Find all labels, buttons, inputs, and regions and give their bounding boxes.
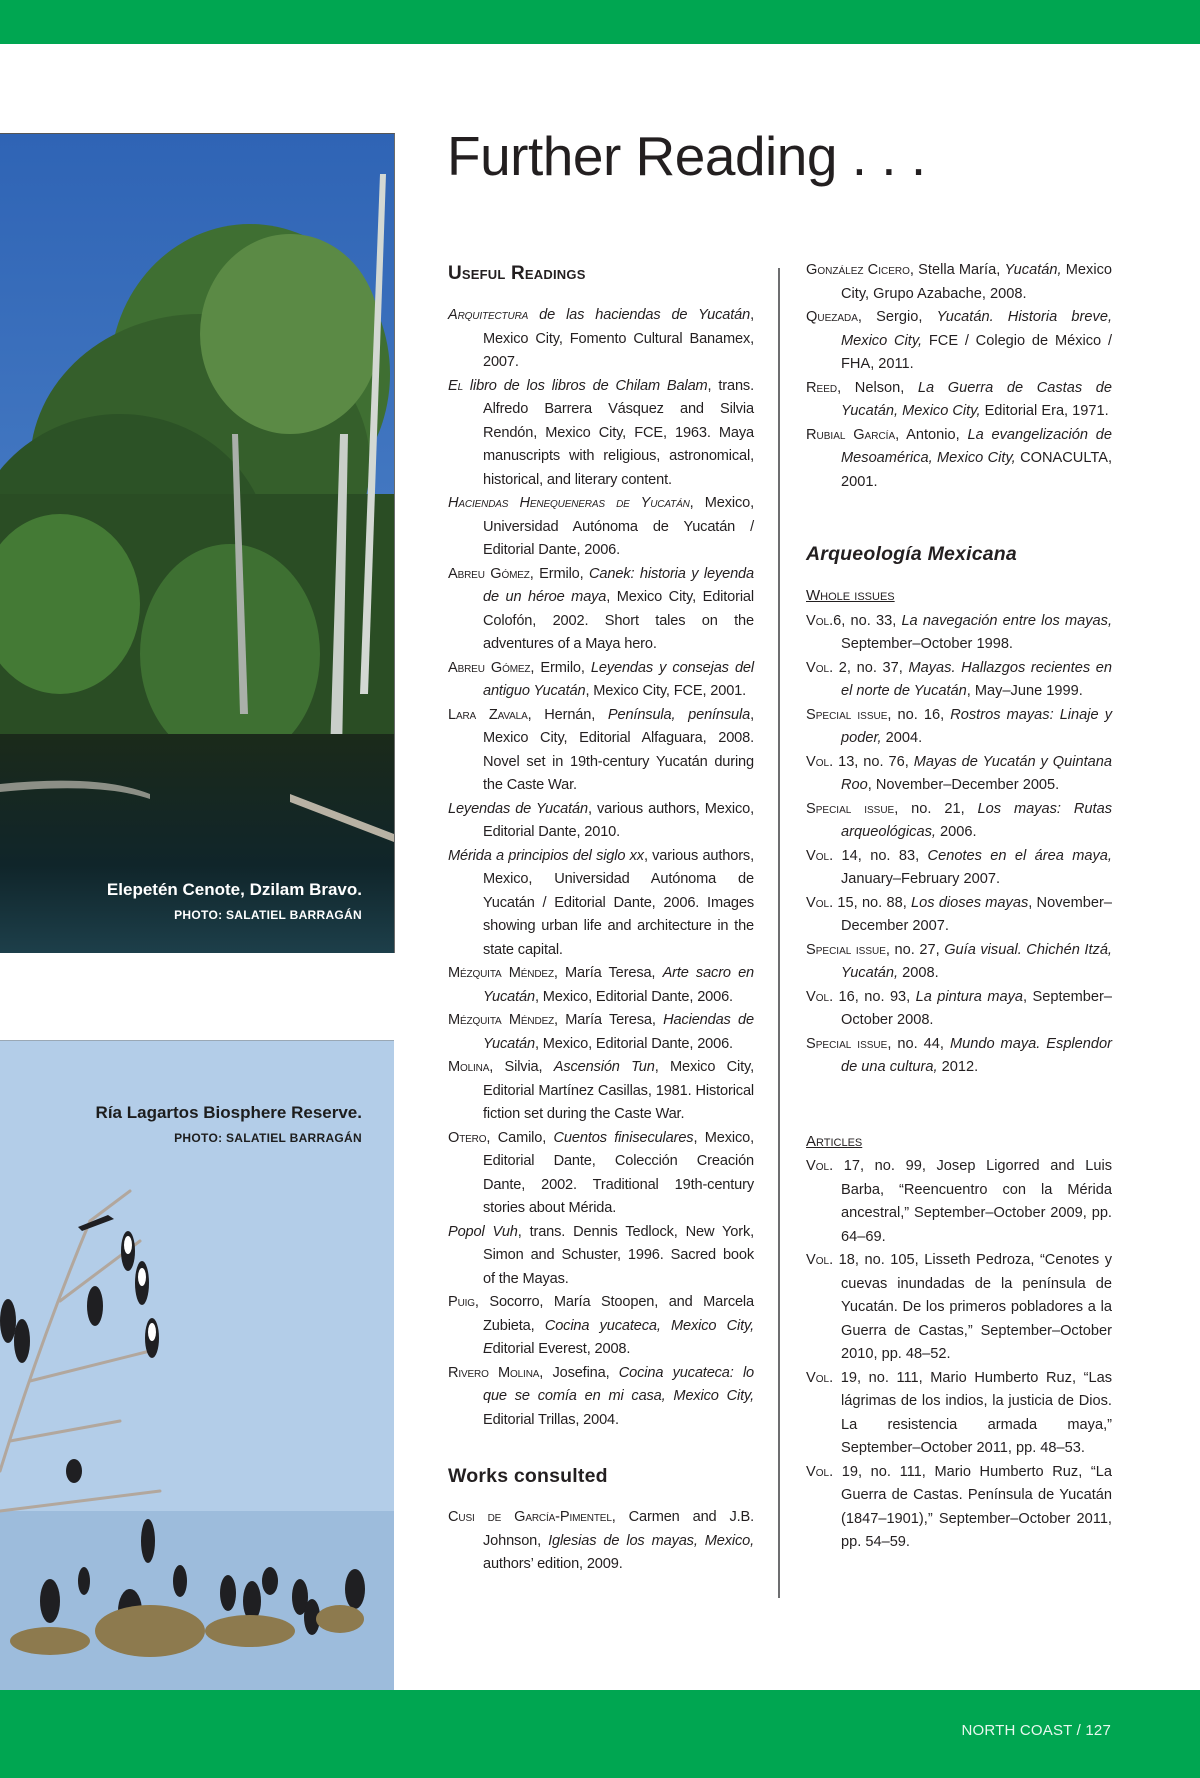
entry-title: Mundo maya. Esplendor de una cultura, xyxy=(841,1035,1113,1075)
entry-author: Puig xyxy=(448,1294,475,1310)
entry-details: 6, no. 33, xyxy=(833,612,902,629)
bibliography-entry xyxy=(448,1221,754,1292)
entry-details: , no. 21, xyxy=(894,800,978,817)
entry-publication: , Mexico, Universidad Autónoma de Yucatán / Editorial Dante, 2006. xyxy=(483,495,754,558)
bibliography-entry xyxy=(448,657,754,704)
entry-title: Cocina yucateca: lo que se comía en mi casa, Mexico City, xyxy=(483,1364,754,1404)
entry-title: Canek: historia y leyenda de un héroe maya xyxy=(483,565,754,605)
entry-title: La navegación entre los mayas, xyxy=(901,612,1112,629)
entry-publication: CONACULTA, 2001. xyxy=(841,450,1113,490)
entry-author: Special issue xyxy=(806,941,886,958)
arqueologia-heading: Arqueología Mexicana xyxy=(806,543,1017,565)
entry-publication: FCE / Colegio de México / FHA, 2011. xyxy=(841,332,1112,372)
entry-author: Mézquita Méndez xyxy=(448,965,554,981)
entry-publication: 2012. xyxy=(937,1059,979,1075)
entry-title: Yucatán. Historia breve, Mexico City, xyxy=(841,309,1112,349)
entry-details: 2, no. 37, xyxy=(833,659,909,676)
entry-publication: 2006. xyxy=(935,824,977,840)
entry-title: Leyendas y consejas del antiguo Yucatán xyxy=(483,659,754,699)
bibliography-entry xyxy=(448,962,754,1009)
entry-publication: , Mexico City, FCE, 2001. xyxy=(585,683,747,699)
useful-readings-heading: Useful Readings xyxy=(448,263,586,284)
entry-details: 15, no. 88, xyxy=(833,894,912,911)
entry-author: Vol. xyxy=(806,1252,834,1268)
entry-details: , Sergio, xyxy=(857,309,937,325)
bibliography-entry xyxy=(448,1009,754,1056)
bibliography-entry xyxy=(806,845,1112,892)
entry-title: Ascensión Tun xyxy=(553,1059,655,1075)
bibliography-entry xyxy=(448,304,754,375)
entry-details: , Ermilo, xyxy=(530,659,591,676)
entry-details: 13, no. 76, xyxy=(833,753,914,770)
bibliography-entry xyxy=(448,1056,754,1127)
entry-title: La Guerra de Castas de Yucatán, Mexico City, xyxy=(841,379,1112,419)
bibliography-entry xyxy=(806,1155,1112,1249)
entry-author: Vol. xyxy=(806,753,834,770)
entry-publication: , various authors, Mexico, Editorial Dante, 2010. xyxy=(483,800,754,840)
entry-title: Cuentos finiseculares xyxy=(553,1129,694,1146)
entry-publication: , Mexico, Editorial Dante, 2006. xyxy=(534,1035,733,1052)
bibliography-entry xyxy=(806,751,1112,798)
bibliography-entry xyxy=(806,657,1112,704)
entry-details: , Silvia, xyxy=(489,1059,554,1075)
entry-title: Cocina yucateca, Mexico City, E xyxy=(483,1317,755,1357)
top-color-band xyxy=(0,0,1200,44)
entry-publication: , Mexico City, Editorial Martínez Casillas, 1981. Historical fiction set during the Caste War. xyxy=(483,1059,754,1122)
entry-publication: September–October 1998. xyxy=(841,636,1013,652)
entry-author: Special issue xyxy=(806,800,895,817)
entry-author: Special issue xyxy=(806,706,888,723)
bibliography-entry xyxy=(448,1506,754,1577)
entry-details: 16, no. 93, xyxy=(833,988,916,1005)
entry-title: Haciendas de Yucatán xyxy=(483,1012,754,1052)
works-consulted-list xyxy=(448,1506,754,1577)
entry-title: Leyendas de Yucatán xyxy=(448,800,588,817)
entry-publication: , Mexico, Editorial Dante, 2006. xyxy=(534,988,733,1005)
entry-details: , María Teresa, xyxy=(553,965,663,981)
bibliography-entry xyxy=(806,306,1112,377)
entry-details: , no. 27, xyxy=(885,941,945,958)
entry-title: Mérida a principios del siglo xx xyxy=(448,847,644,864)
entry-publication: , Mexico City, Editorial Alfaguara, 2008. Novel set in 19th-century Yucatán during the Caste War. xyxy=(483,706,754,793)
entry-title: Los mayas: Rutas arqueológicas, xyxy=(841,800,1113,840)
entry-details: 18, no. 105, Lisseth Pedroza, “Cenotes y cuevas inundadas de la península de Yucatán. De los primeros pobladores a la Guerra de Castas,” September–October 2010, pp. 48–52. xyxy=(833,1252,1112,1362)
entry-author: Rubial García xyxy=(806,426,896,443)
bibliography-entry xyxy=(448,704,754,798)
useful-readings-list xyxy=(448,304,754,1432)
entry-details: , Carmen and J.B. Johnson, xyxy=(483,1509,755,1549)
bibliography-entry xyxy=(806,424,1112,495)
bibliography-entry xyxy=(448,845,754,963)
entry-author: Otero xyxy=(448,1129,487,1146)
entry-title: Popol Vuh xyxy=(448,1223,518,1240)
entry-publication: , trans. Dennis Tedlock, New York, Simon and Schuster, 1996. Sacred book of the Mayas. xyxy=(483,1223,754,1287)
entry-publication: ditorial Everest, 2008. xyxy=(492,1341,631,1357)
entry-details: , Ermilo, xyxy=(529,565,590,582)
right-column xyxy=(806,259,1112,1555)
entry-publication: , September–October 2008. xyxy=(841,988,1112,1028)
photo-credit: PHOTO: SALATIEL BARRAGÁN xyxy=(174,1131,362,1145)
bibliography-entry xyxy=(806,610,1112,657)
entry-details: , Josefina, xyxy=(539,1364,619,1381)
entry-title: Península, península xyxy=(607,706,751,723)
entry-author: Special issue xyxy=(806,1035,888,1052)
works-consulted-list-continued xyxy=(806,259,1112,494)
entry-details: 14, no. 83, xyxy=(833,847,928,864)
entry-title: Yucatán, xyxy=(1004,262,1062,278)
entry-details: 19, no. 111, Mario Humberto Ruz, “Las lágrimas de los indios, la justicia de Dios. La resistencia armada maya,” September–October 2011, pp. 48–53. xyxy=(833,1369,1112,1456)
bibliography-entry xyxy=(448,1362,754,1433)
entry-publication: authors’ edition, 2009. xyxy=(483,1556,623,1572)
bibliography-entry xyxy=(806,986,1112,1033)
entry-author: Cusi de García-Pimentel xyxy=(448,1509,612,1525)
entry-publication: , November–December 2007. xyxy=(841,894,1112,934)
entry-author: Arquitectura xyxy=(448,307,529,323)
entry-author: González Cicero xyxy=(806,262,910,278)
entry-title: La pintura maya xyxy=(915,988,1024,1005)
entry-author: El xyxy=(448,377,463,394)
entry-details: , Nelson, xyxy=(837,379,918,396)
entry-author: Reed xyxy=(806,379,838,396)
entry-title: Arte sacro en Yucatán xyxy=(483,965,755,1005)
photo-caption: Elepetén Cenote, Dzilam Bravo. xyxy=(106,880,362,899)
entry-title: libro de los libros de Chilam Balam xyxy=(463,377,708,394)
bibliography-entry xyxy=(448,375,754,493)
articles-list xyxy=(806,1155,1112,1555)
entry-details: , no. 44, xyxy=(887,1035,950,1052)
entry-author: Vol. xyxy=(806,1369,834,1386)
bibliography-entry xyxy=(806,704,1112,751)
whole-issues-list xyxy=(806,610,1112,1080)
bibliography-entry xyxy=(806,892,1112,939)
entry-author: Vol. xyxy=(806,612,834,629)
entry-publication: Mexico City, Grupo Azabache, 2008. xyxy=(841,262,1113,302)
entry-author: Vol. xyxy=(806,894,834,911)
entry-author: Molina xyxy=(448,1059,490,1075)
photo-credit: PHOTO: SALATIEL BARRAGÁN xyxy=(174,908,362,922)
entry-author: Quezada xyxy=(806,309,858,325)
entry-details: , Socorro, María Stoopen, and Marcela Zubieta, xyxy=(474,1294,754,1334)
bibliography-entry xyxy=(448,1291,754,1362)
bibliography-entry xyxy=(806,1461,1112,1555)
bibliography-entry xyxy=(448,563,754,657)
entry-publication: , various authors, Mexico, Universidad Autónoma de Yucatán / Editorial Dante, 2006. Images showing urban life and architecture in the state capital. xyxy=(483,847,754,958)
entry-details: , Hernán, xyxy=(527,706,608,723)
entry-author: Lara Zavala xyxy=(448,706,528,723)
entry-publication: 2008. xyxy=(898,965,939,981)
bibliography-entry xyxy=(806,1033,1112,1080)
entry-title: Los dioses mayas xyxy=(911,894,1029,911)
bibliography-entry xyxy=(448,1127,754,1221)
entry-publication: , November–December 2005. xyxy=(867,777,1060,793)
articles-label: Articles xyxy=(806,1132,863,1150)
entry-publication: 2004. xyxy=(881,730,923,746)
entry-title: de las haciendas de Yucatán xyxy=(528,307,751,323)
bibliography-entry xyxy=(806,1367,1112,1461)
photo-ria-lagartos xyxy=(0,1040,394,1691)
entry-author: Vol. xyxy=(806,1158,834,1174)
bibliography-entry xyxy=(448,798,754,845)
entry-author: Vol. xyxy=(806,659,834,676)
bibliography-entry xyxy=(806,377,1112,424)
entry-title: Cenotes en el área maya, xyxy=(927,847,1112,864)
cenote-photo-illustration xyxy=(0,134,394,953)
bibliography-entry xyxy=(806,1249,1112,1367)
column-divider xyxy=(778,268,780,1598)
entry-publication: , Mexico City, Editorial Colofón, 2002. Short tales on the adventures of a Maya hero. xyxy=(483,589,754,652)
entry-details: , Stella María, xyxy=(909,262,1005,278)
entry-title: Iglesias de los mayas, Mexico, xyxy=(548,1532,754,1549)
entry-publication: , Mexico City, Fomento Cultural Banamex, 2007. xyxy=(483,307,754,370)
entry-publication: Editorial Era, 1971. xyxy=(980,403,1109,419)
bibliography-entry xyxy=(806,939,1112,986)
entry-title: Mayas. Hallazgos recientes en el norte de Yucatán xyxy=(841,659,1112,699)
entry-title: Mayas de Yucatán y Quintana Roo xyxy=(841,753,1112,793)
entry-author: Mézquita Méndez xyxy=(448,1012,555,1028)
entry-details: 17, no. 99, Josep Ligorred and Luis Barba, “Reencuentro con la Mérida ancestral,” September–October 2009, pp. 64–69. xyxy=(833,1158,1112,1245)
page-title: Further Reading . . . xyxy=(447,125,926,187)
works-consulted-heading: Works consulted xyxy=(448,1465,608,1487)
entry-author: Vol. xyxy=(806,1463,834,1480)
bibliography-entry xyxy=(448,492,754,563)
entry-details: , no. 16, xyxy=(887,706,951,723)
entry-publication: January–February 2007. xyxy=(841,871,1001,887)
entry-publication: , May–June 1999. xyxy=(966,683,1083,699)
entry-author: Vol. xyxy=(806,847,834,864)
photo-elepeten-cenote xyxy=(0,133,395,953)
entry-author: Abreu Gómez xyxy=(448,565,530,582)
bibliography-entry xyxy=(806,798,1112,845)
entry-details: , María Teresa, xyxy=(554,1012,664,1028)
entry-author: Rivero Molina xyxy=(448,1364,540,1381)
entry-details: , Antonio, xyxy=(895,426,968,443)
entry-details: 19, no. 111, Mario Humberto Ruz, “La Guerra de Castas. Península de Yucatán (1847–1901),” September–October 2011, pp. 54–59. xyxy=(833,1463,1112,1550)
left-column xyxy=(448,262,754,1577)
bibliography-entry xyxy=(806,259,1112,306)
whole-issues-label: Whole issues xyxy=(806,587,895,604)
entry-author: Haciendas Henequeneras de Yucatán xyxy=(448,495,690,511)
entry-details: , Camilo, xyxy=(486,1129,554,1146)
entry-title: Guía visual. Chichén Itzá, Yucatán, xyxy=(841,941,1112,981)
photo-caption: Ría Lagartos Biosphere Reserve. xyxy=(95,1103,362,1122)
entry-title: La evangelización de Mesoamérica, Mexico City, xyxy=(841,426,1112,466)
page-folio: NORTH COAST / 127 xyxy=(961,1722,1111,1739)
entry-title: Rostros mayas: Linaje y poder, xyxy=(841,706,1113,746)
entry-author: Vol. xyxy=(806,988,834,1005)
entry-publication: Editorial Trillas, 2004. xyxy=(483,1411,619,1428)
entry-author: Abreu Gómez xyxy=(448,659,531,676)
entry-publication: , trans. Alfredo Barrera Vásquez and Silvia Rendón, Mexico City, FCE, 1963. Maya manuscripts with religious, astronomical, historical, and literary content. xyxy=(483,377,754,488)
entry-publication: , Mexico, Editorial Dante, Colección Creación Dante, 2002. Traditional 19th-century stories about Mérida. xyxy=(483,1129,754,1216)
